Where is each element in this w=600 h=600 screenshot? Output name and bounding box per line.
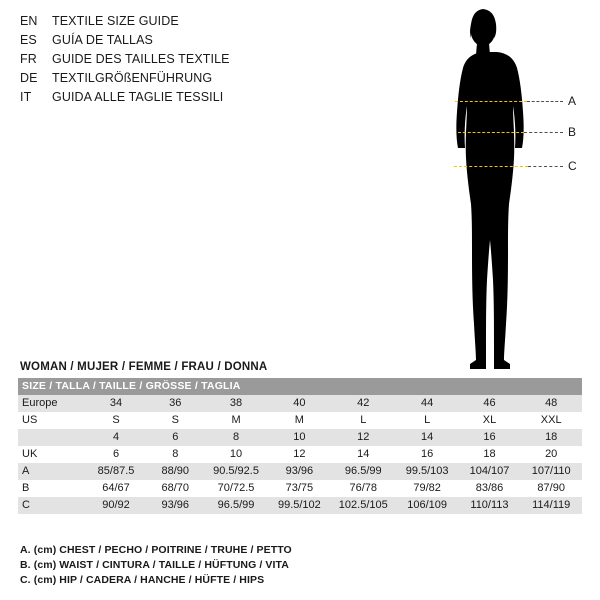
language-title: GUÍA DE TALLAS bbox=[52, 33, 153, 47]
row-value: M bbox=[268, 412, 331, 429]
row-value: 20 bbox=[520, 446, 582, 463]
row-value: 16 bbox=[396, 446, 459, 463]
table-row bbox=[18, 412, 582, 429]
table-row bbox=[18, 463, 582, 480]
row-label: A bbox=[18, 463, 86, 480]
language-row bbox=[20, 33, 320, 52]
language-row bbox=[20, 71, 320, 90]
row-value: 40 bbox=[268, 395, 331, 412]
row-value: 93/96 bbox=[268, 463, 331, 480]
language-code: EN bbox=[20, 14, 38, 28]
table-row bbox=[18, 497, 582, 514]
row-value: 16 bbox=[459, 429, 521, 446]
row-value: 18 bbox=[459, 446, 521, 463]
language-row bbox=[20, 52, 320, 71]
row-value: L bbox=[331, 412, 396, 429]
row-value: M bbox=[204, 412, 268, 429]
row-value: 99.5/102 bbox=[268, 497, 331, 514]
female-silhouette-icon bbox=[420, 8, 590, 373]
row-value: 12 bbox=[268, 446, 331, 463]
row-value: 102.5/105 bbox=[331, 497, 396, 514]
measure-lead-a bbox=[527, 101, 563, 102]
row-value: L bbox=[396, 412, 459, 429]
row-value: 104/107 bbox=[459, 463, 521, 480]
language-code: IT bbox=[20, 90, 32, 104]
legend-row-b: B. (cm) WAIST / CINTURA / TAILLE / HÜFTUNG / VITA bbox=[20, 559, 289, 571]
language-code: DE bbox=[20, 71, 38, 85]
language-title: GUIDA ALLE TAGLIE TESSILI bbox=[52, 90, 224, 104]
language-title-list bbox=[20, 14, 320, 109]
row-value: 107/110 bbox=[520, 463, 582, 480]
row-value: 38 bbox=[204, 395, 268, 412]
row-value: 44 bbox=[396, 395, 459, 412]
legend-row-a: A. (cm) CHEST / PECHO / POITRINE / TRUHE / PETTO bbox=[20, 544, 292, 556]
row-value: 18 bbox=[520, 429, 582, 446]
row-value: 90/92 bbox=[86, 497, 147, 514]
row-value: 83/86 bbox=[459, 480, 521, 497]
row-label: B bbox=[18, 480, 86, 497]
language-title: TEXTILE SIZE GUIDE bbox=[52, 14, 179, 28]
row-value: 93/96 bbox=[146, 497, 204, 514]
row-value: 10 bbox=[268, 429, 331, 446]
language-title: TEXTILGRÖßENFÜHRUNG bbox=[52, 71, 213, 85]
row-value: 73/75 bbox=[268, 480, 331, 497]
row-value: 68/70 bbox=[146, 480, 204, 497]
measure-label-b: B bbox=[568, 125, 577, 139]
row-value: 64/67 bbox=[86, 480, 147, 497]
row-value: 106/109 bbox=[396, 497, 459, 514]
table-header-row bbox=[18, 378, 582, 395]
row-value: 96.5/99 bbox=[204, 497, 268, 514]
language-code: FR bbox=[20, 52, 37, 66]
table-row bbox=[18, 395, 582, 412]
row-label bbox=[18, 429, 86, 446]
row-value: 88/90 bbox=[146, 463, 204, 480]
size-table bbox=[18, 378, 582, 514]
row-value: 12 bbox=[331, 429, 396, 446]
row-value: 36 bbox=[146, 395, 204, 412]
row-value: 14 bbox=[331, 446, 396, 463]
measure-lead-b bbox=[524, 132, 563, 133]
row-value: XXL bbox=[520, 412, 582, 429]
row-label: UK bbox=[18, 446, 86, 463]
measure-line-a bbox=[455, 101, 527, 102]
row-value: 6 bbox=[146, 429, 204, 446]
row-value: 76/78 bbox=[331, 480, 396, 497]
row-value: 6 bbox=[86, 446, 147, 463]
language-row bbox=[20, 90, 320, 109]
body-figure bbox=[420, 8, 590, 373]
row-value: 90.5/92.5 bbox=[204, 463, 268, 480]
section-title: WOMAN / MUJER / FEMME / FRAU / DONNA bbox=[20, 361, 268, 373]
measure-line-c bbox=[454, 166, 528, 167]
row-value: 114/119 bbox=[520, 497, 582, 514]
row-label: Europe bbox=[18, 395, 86, 412]
row-value: 34 bbox=[86, 395, 147, 412]
row-value: 8 bbox=[204, 429, 268, 446]
legend-row-c: C. (cm) HIP / CADERA / HANCHE / HÜFTE / HIPS bbox=[20, 574, 265, 586]
row-value: 48 bbox=[520, 395, 582, 412]
table-header-cell: SIZE / TALLA / TAILLE / GRÖSSE / TAGLIA bbox=[18, 378, 582, 395]
row-value: S bbox=[86, 412, 147, 429]
row-value: 79/82 bbox=[396, 480, 459, 497]
row-value: 14 bbox=[396, 429, 459, 446]
row-value: 10 bbox=[204, 446, 268, 463]
row-label: US bbox=[18, 412, 86, 429]
language-row bbox=[20, 14, 320, 33]
row-value: 46 bbox=[459, 395, 521, 412]
row-value: S bbox=[146, 412, 204, 429]
row-value: 87/90 bbox=[520, 480, 582, 497]
row-value: 96.5/99 bbox=[331, 463, 396, 480]
row-value: 70/72.5 bbox=[204, 480, 268, 497]
table-row bbox=[18, 446, 582, 463]
measure-label-c: C bbox=[568, 159, 577, 173]
table-row bbox=[18, 480, 582, 497]
language-title: GUIDE DES TAILLES TEXTILE bbox=[52, 52, 230, 66]
row-label: C bbox=[18, 497, 86, 514]
language-code: ES bbox=[20, 33, 37, 47]
row-value: 99.5/103 bbox=[396, 463, 459, 480]
table-row bbox=[18, 429, 582, 446]
row-value: XL bbox=[459, 412, 521, 429]
measure-label-a: A bbox=[568, 94, 577, 108]
row-value: 4 bbox=[86, 429, 147, 446]
row-value: 85/87.5 bbox=[86, 463, 147, 480]
row-value: 110/113 bbox=[459, 497, 521, 514]
row-value: 8 bbox=[146, 446, 204, 463]
row-value: 42 bbox=[331, 395, 396, 412]
measure-lead-c bbox=[528, 166, 563, 167]
measurement-legend bbox=[20, 543, 580, 588]
measure-line-b bbox=[458, 132, 524, 133]
